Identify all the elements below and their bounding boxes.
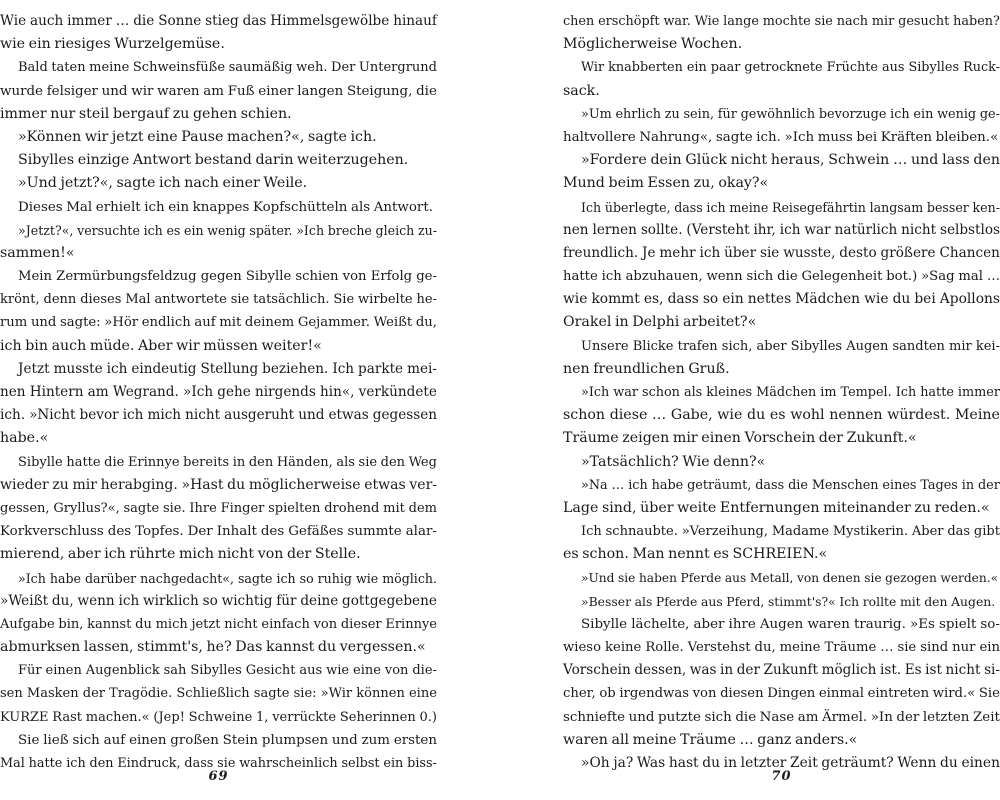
text-line: immer nur steil bergauf zu gehen schien. (0, 105, 292, 122)
text-line: KURZE Rast machen.« (Jep! Schweine 1, verrückte Seherinnen 0.) (0, 709, 437, 725)
text-line: Sibylle lächelte, aber ihre Augen waren traurig. »Es spielt so- (581, 616, 1000, 632)
text-line: »Weißt du, wenn ich wirklich so wichtig für deine gottgegebene (0, 592, 437, 609)
text-line: »Oh ja? Was hast du in letzter Zeit geträumt? Wenn du einen (581, 755, 1000, 771)
text-line: ich. »Nicht bevor ich mich nicht ausgeruht und etwas gegessen (0, 407, 437, 424)
right-page-number: 70 (771, 769, 792, 784)
text-line: »Na … ich habe geträumt, dass die Menschen eines Tages in der (581, 477, 1000, 493)
text-line: Bald taten meine Schweinsfüße saumäßig weh. Der Untergrund (18, 60, 437, 76)
text-line: sack. (563, 82, 600, 99)
text-line: Für einen Augenblick sah Sibylles Gesicht aus wie eine von die- (18, 663, 437, 679)
text-line: »Und jetzt?«, sagte ich nach einer Weile. (18, 175, 308, 192)
text-line: »Und sie haben Pferde aus Metall, von denen sie gezogen werden.« (581, 570, 999, 585)
text-line: krönt, denn dieses Mal antwortete sie tatsächlich. Sie wirbelte he- (0, 292, 437, 308)
text-line: Aufgabe bin, kannst du mich jetzt nicht einfach von dieser Erinnye (0, 616, 437, 632)
text-line: »Ich habe darüber nachgedacht«, sagte ich so ruhig wie möglich. (18, 570, 437, 586)
text-line: »Ich war schon als kleines Mädchen im Tempel. Ich hatte immer (581, 385, 1000, 400)
text-line: schon diese … Gabe, wie du es wohl nennen würdest. Meine (563, 407, 1000, 424)
text-line: wie kommt es, dass so ein nettes Mädchen wie du bei Apollons (563, 291, 1000, 308)
text-line: haltvollere Nahrung«, sagte ich. »Ich muss bei Kräften bleiben.« (563, 129, 999, 145)
text-line: Träume zeigen mir einen Vorschein der Zukunft.« (563, 430, 917, 447)
right-page (563, 10, 1000, 800)
text-line: »Tatsächlich? Wie denn?« (581, 453, 766, 470)
left-page-text (0, 10, 437, 775)
left-page (0, 10, 437, 800)
text-line: Mal hatte ich den Eindruck, dass sie wahrscheinlich selbst ein biss- (0, 756, 437, 771)
text-line: Orakel in Delphi arbeitet?« (563, 314, 757, 331)
text-line: wieso keine Rolle. Verstehst du, meine Träume … sie sind nur ein (563, 640, 1000, 656)
text-line: Vorschein dessen, was in der Zukunft möglich ist. Es ist nicht si- (563, 662, 1000, 679)
text-line: Ich schnaubte. »Verzeihung, Madame Mystikerin. Aber das gibt (581, 524, 1000, 540)
text-line: Wir knabberten ein paar getrocknete Früchte aus Sibylles Ruck- (581, 60, 1000, 76)
text-line: es schon. Man nennt es SCHREIEN.« (563, 546, 828, 563)
text-line: Sie ließ sich auf einen großen Stein plumpsen und zum ersten (18, 732, 437, 748)
text-line: »Können wir jetzt eine Pause machen?«, sagte ich. (18, 128, 377, 145)
text-line: hatte ich abzuhauen, wenn sich die Gelegenheit bot.) »Sag mal … (563, 269, 1000, 285)
text-line: sammen!« (0, 244, 75, 261)
text-line: Unsere Blicke trafen sich, aber Sibylles Augen sandten mir kei- (581, 338, 1000, 354)
text-line: »Um ehrlich zu sein, für gewöhnlich bevorzuge ich ein wenig ge- (581, 106, 1000, 122)
text-line: Wie auch immer … die Sonne stieg das Himmelsgewölbe hinauf (0, 13, 437, 29)
text-line: ich bin auch müde. Aber wir müssen weiter!« (0, 337, 322, 354)
text-line: schniefte und putzte sich die Nase am Ärmel. »In der letzten Zeit (563, 709, 1000, 725)
text-line: »Besser als Pferde aus Pferd, stimmt's?« Ich rollte mit den Augen. (581, 593, 996, 609)
text-line: »Jetzt?«, versuchte ich es ein wenig später. »Ich breche gleich zu- (18, 222, 437, 238)
text-line: chen erschöpft war. Wie lange mochte sie nach mir gesucht haben? (563, 14, 1000, 29)
text-line: Mund beim Essen zu, okay?« (563, 175, 769, 192)
text-line: »Fordere dein Glück nicht heraus, Schwein … und lass den (581, 152, 1000, 169)
text-line: rum und sagte: »Hör endlich auf mit deinem Gejammer. Weißt du, (0, 315, 437, 331)
left-page-number: 69 (208, 769, 229, 784)
text-line: Ich überlegte, dass ich meine Reisegefährtin langsam besser ken- (581, 199, 1000, 215)
text-line: freundlich. Je mehr ich über sie wusste, desto größere Chancen (563, 244, 1000, 261)
right-page-text (563, 10, 1000, 775)
text-line: wie ein riesiges Wurzelgemüse. (0, 36, 225, 53)
text-line: Mein Zermürbungsfeldzug gegen Sibylle schien von Erfolg ge- (18, 269, 437, 285)
text-line: Sibylle hatte die Erinnye bereits in den Händen, als sie den Weg (18, 454, 437, 470)
text-line: cher, ob irgendwas von diesen Dingen einmal eintreten wird.« Sie (563, 686, 1000, 702)
text-line: Dieses Mal erhielt ich ein knappes Kopfschütteln als Antwort. (18, 199, 433, 215)
text-line: nen lernen sollte. (Versteht ihr, ich war natürlich nicht selbstlos (563, 221, 1000, 238)
text-line: Korkverschluss des Topfes. Der Inhalt des Gefäßes summte alar- (0, 524, 437, 540)
text-line: wurde felsiger und wir waren am Fuß einer langen Steigung, die (0, 83, 437, 99)
text-line: Lage sind, über weite Entfernungen miteinander zu reden.« (563, 499, 990, 516)
text-line: Sibylles einzige Antwort bestand darin weiterzugehen. (18, 152, 409, 169)
text-line: gessen, Gryllus?«, sagte sie. Ihre Finger spielten drohend mit dem (0, 500, 437, 516)
text-line: Möglicherweise Wochen. (563, 36, 743, 53)
text-line: Jetzt musste ich eindeutig Stellung beziehen. Ich parkte mei- (18, 360, 437, 377)
text-line: nen Hintern am Wegrand. »Ich gehe nirgends hin«, verkündete (0, 384, 437, 400)
text-line: nen freundlichen Gruß. (563, 360, 730, 377)
text-line: mierend, aber ich rührte mich nicht von der Stelle. (0, 546, 361, 563)
text-line: abmurksen lassen, stimmt's, he? Das kannst du vergessen.« (0, 639, 426, 656)
text-line: wieder zu mir herabging. »Hast du möglicherweise etwas ver- (0, 476, 437, 493)
text-line: waren all meine Träume … ganz anders.« (563, 731, 858, 748)
text-line: habe.« (0, 430, 49, 447)
text-line: sen Masken der Tragödie. Schließlich sagte sie: »Wir können eine (0, 686, 437, 702)
